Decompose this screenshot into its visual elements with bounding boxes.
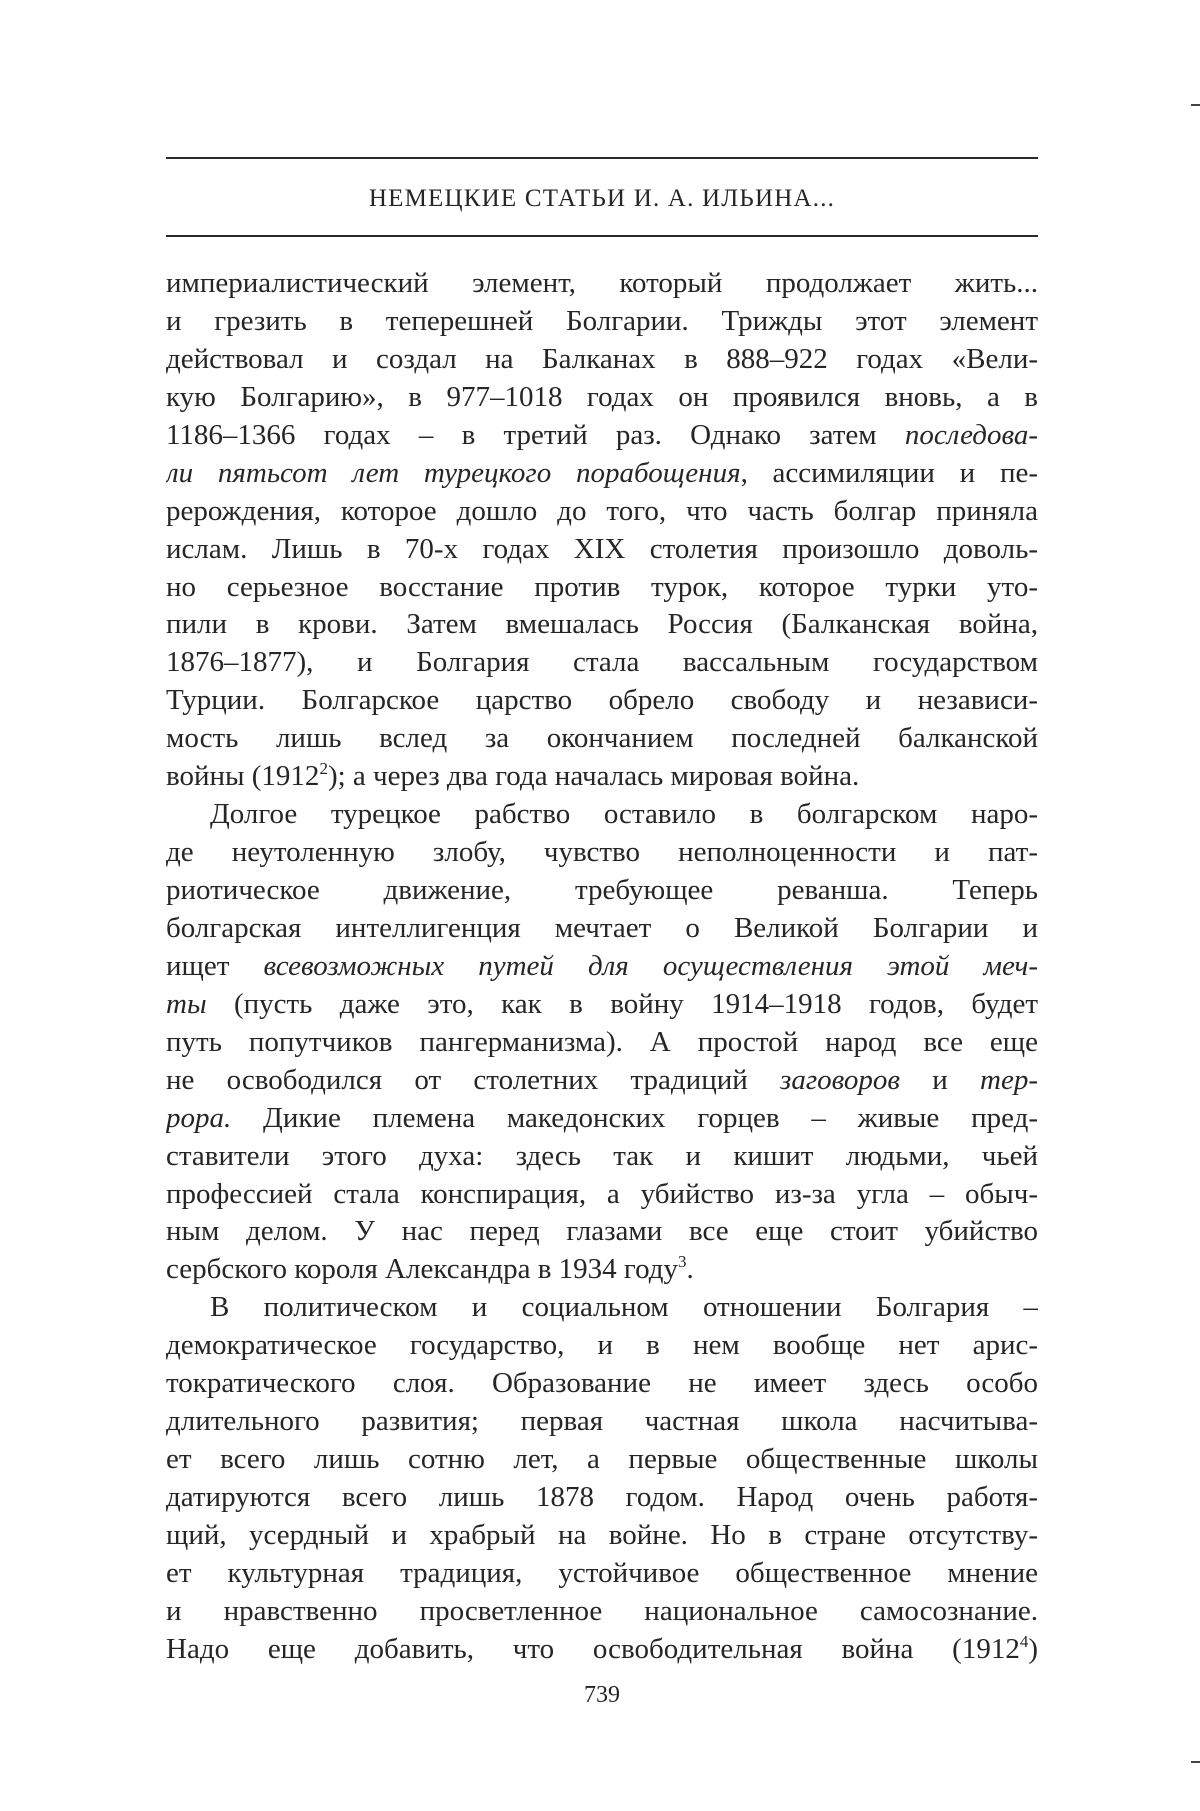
header-rule-bottom bbox=[166, 235, 1038, 237]
footnote-ref: 2 bbox=[319, 759, 328, 779]
text-run: ставители этого духа: здесь так и кишит людьми, чьей bbox=[166, 1139, 1038, 1172]
text-run: ) bbox=[1028, 1632, 1038, 1665]
text-run: . bbox=[686, 1253, 694, 1286]
page-number: 739 bbox=[584, 1682, 620, 1708]
text-run: щий, усердный и храбрый на войне. Но в стране отсутству- bbox=[166, 1518, 1038, 1551]
text-run: ищет bbox=[166, 949, 264, 982]
text-line bbox=[166, 644, 1038, 682]
text-line bbox=[166, 758, 1038, 796]
text-line bbox=[166, 303, 1038, 341]
text-run: Дикие племена македонских горцев – живые пред- bbox=[231, 1101, 1038, 1134]
text-run: сербского короля Александра в 1934 году bbox=[166, 1253, 678, 1286]
text-run: и грезить в теперешней Болгарии. Трижды этот элемент bbox=[166, 304, 1038, 337]
text-run: кую Болгарию», в 977–1018 годах он проявился вновь, а в bbox=[166, 380, 1038, 413]
text-line bbox=[166, 720, 1038, 758]
text-line bbox=[166, 1593, 1038, 1631]
italic-run: последова- bbox=[904, 418, 1038, 451]
text-line bbox=[166, 379, 1038, 417]
text-run: демократическое государство, и в нем вообще нет арис- bbox=[166, 1329, 1038, 1362]
text-line bbox=[166, 1555, 1038, 1593]
text-run: болгарская интеллигенция мечтает о Великой Болгарии и bbox=[166, 911, 1038, 944]
text-line bbox=[166, 1517, 1038, 1555]
text-run: 1876–1877), и Болгария стала вассальным государством bbox=[166, 646, 1038, 679]
text-line bbox=[166, 1327, 1038, 1365]
text-run: путь попутчиков пангерманизма). А простой народ все еще bbox=[166, 1025, 1038, 1058]
crop-mark-top bbox=[1191, 104, 1200, 106]
body-text bbox=[166, 265, 1038, 1669]
text-run: пили в крови. Затем вмешалась Россия (Балканская война, bbox=[166, 608, 1038, 641]
text-run: Турции. Болгарское царство обрело свободу и независи- bbox=[166, 684, 1038, 717]
text-line bbox=[166, 910, 1038, 948]
text-run: ислам. Лишь в 70-х годах XIX столетия произошло доволь- bbox=[166, 532, 1038, 565]
text-run: де неутоленную злобу, чувство неполноценности и пат- bbox=[166, 836, 1038, 869]
text-line bbox=[166, 1631, 1038, 1669]
text-run: , ассимиляции и пе- bbox=[740, 456, 1038, 489]
header-rule-top bbox=[166, 157, 1038, 159]
text-line bbox=[166, 569, 1038, 607]
text-run: ); а через два года началась мировая война. bbox=[327, 760, 860, 793]
text-run: не освободился от столетних традиций bbox=[166, 1063, 781, 1096]
text-line bbox=[166, 531, 1038, 569]
text-run: (пусть даже это, как в войну 1914–1918 годов, будет bbox=[206, 987, 1038, 1020]
text-run: Надо еще добавить, что освободительная война (1912 bbox=[166, 1632, 1020, 1665]
text-run: и bbox=[899, 1063, 981, 1096]
text-line bbox=[166, 796, 1038, 834]
running-head: НЕМЕЦКИЕ СТАТЬИ И. А. ИЛЬИНА... bbox=[368, 185, 836, 212]
text-line bbox=[166, 1441, 1038, 1479]
italic-run: всевозможных путей для осуществления этой меч- bbox=[263, 949, 1038, 982]
text-run: длительного развития; первая частная школа насчитыва- bbox=[166, 1405, 1038, 1438]
text-line bbox=[166, 265, 1038, 303]
text-line bbox=[166, 1062, 1038, 1100]
text-run: ет всего лишь сотню лет, а первые общественные школы bbox=[166, 1443, 1038, 1476]
italic-run: тер- bbox=[980, 1063, 1038, 1096]
text-line bbox=[166, 1024, 1038, 1062]
crop-mark-bottom bbox=[1191, 1761, 1200, 1763]
footnote-ref: 4 bbox=[1019, 1631, 1029, 1651]
text-line bbox=[166, 1365, 1038, 1403]
text-line bbox=[166, 493, 1038, 531]
text-line bbox=[166, 948, 1038, 986]
text-run: империалистический элемент, который продолжает жить... bbox=[166, 267, 1038, 299]
text-line bbox=[166, 1479, 1038, 1517]
text-run: ным делом. У нас перед глазами все еще стоит убийство bbox=[166, 1215, 1038, 1248]
text-line bbox=[166, 1100, 1038, 1138]
text-run: действовал и создал на Балканах в 888–922 годах «Вели- bbox=[166, 342, 1038, 375]
text-line bbox=[166, 872, 1038, 910]
text-run: и нравственно просветленное национальное самосознание. bbox=[166, 1594, 1038, 1627]
text-run: но серьезное восстание против турок, которое турки уто- bbox=[166, 570, 1038, 603]
text-run: мость лишь вслед за окончанием последней балканской bbox=[166, 722, 1038, 755]
italic-run: рора. bbox=[166, 1101, 232, 1134]
text-run: риотическое движение, требующее реванша. Теперь bbox=[166, 874, 1038, 906]
italic-run: заговоров bbox=[780, 1063, 900, 1096]
text-run: тократического слоя. Образование не имеет здесь особо bbox=[166, 1367, 1038, 1400]
text-line bbox=[166, 341, 1038, 379]
text-line bbox=[166, 1138, 1038, 1176]
text-line bbox=[166, 606, 1038, 644]
text-run: профессией стала конспирация, а убийство из-за угла – обыч- bbox=[166, 1177, 1038, 1210]
text-line bbox=[166, 986, 1038, 1024]
text-line bbox=[166, 834, 1038, 872]
text-run: рерождения, которое дошло до того, что часть болгар приняла bbox=[166, 494, 1038, 527]
text-line bbox=[166, 417, 1038, 455]
text-line bbox=[166, 1176, 1038, 1214]
text-run: В политическом и социальном отношении Болгария – bbox=[210, 1291, 1038, 1324]
text-run: 1186–1366 годах – в третий раз. Однако затем bbox=[166, 418, 905, 451]
text-line bbox=[166, 682, 1038, 720]
text-run: датируются всего лишь 1878 годом. Народ очень работя- bbox=[166, 1481, 1038, 1513]
text-line bbox=[166, 1289, 1038, 1327]
text-line bbox=[166, 1213, 1038, 1251]
text-line bbox=[166, 1251, 1038, 1289]
italic-run: ли пятьсот лет турецкого порабощения bbox=[166, 456, 741, 489]
text-run: ет культурная традиция, устойчивое общественное мнение bbox=[166, 1556, 1038, 1589]
footnote-ref: 3 bbox=[678, 1252, 687, 1272]
text-run: Долгое турецкое рабство оставило в болгарском наро- bbox=[210, 798, 1038, 831]
text-line bbox=[166, 455, 1038, 493]
text-line bbox=[166, 1403, 1038, 1441]
text-run: войны (1912 bbox=[166, 760, 320, 793]
italic-run: ты bbox=[166, 987, 207, 1020]
